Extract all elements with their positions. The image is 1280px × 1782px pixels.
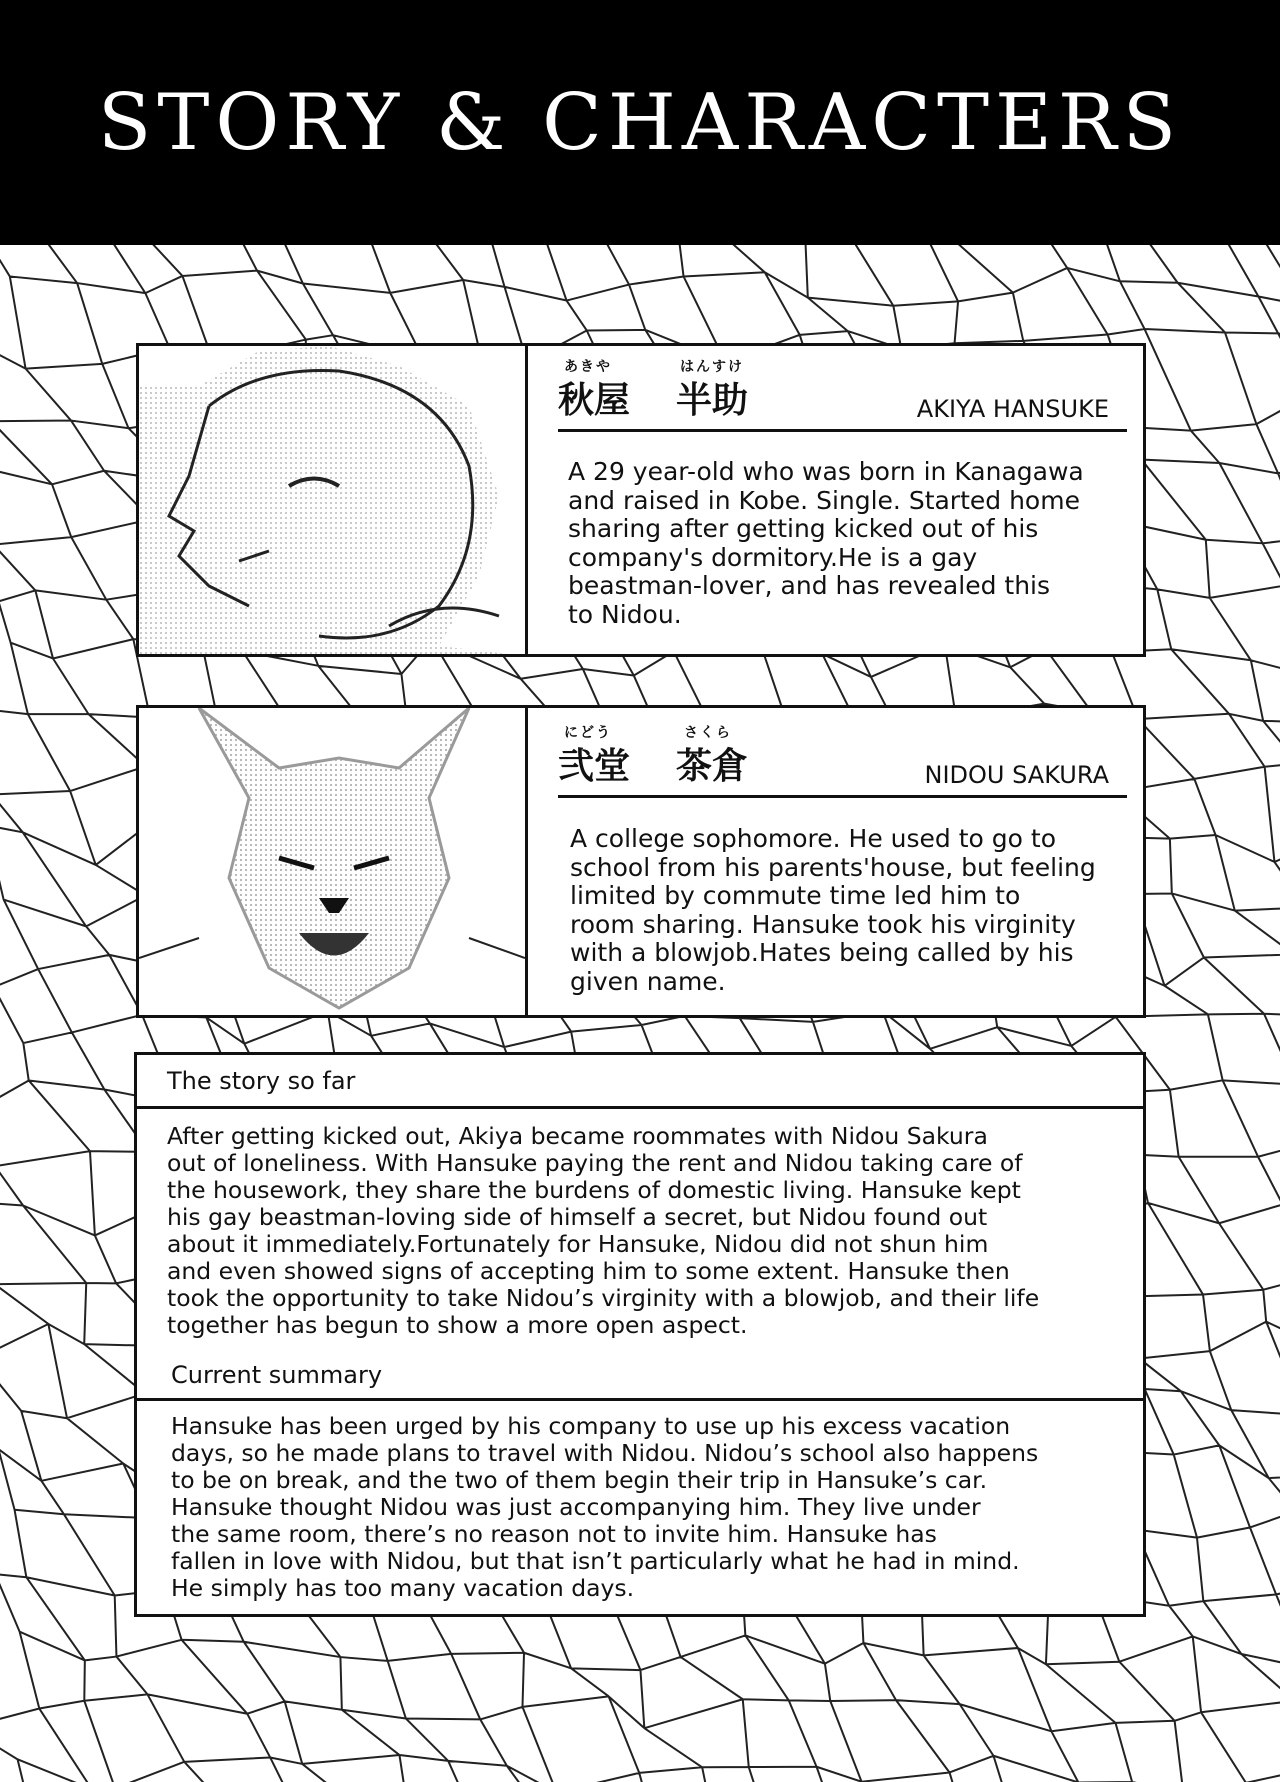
summary-line: He simply has too many vacation days.	[171, 1574, 635, 1602]
character-romaji: AKIYA HANSUKE	[916, 395, 1109, 423]
summary-text	[171, 1413, 1038, 1602]
given-name-kanji: 半助	[676, 380, 749, 421]
description-line: to Nidou.	[568, 599, 682, 629]
summary-line: to be on break, and the two of them begin their trip in Hansuke’s car.	[171, 1466, 988, 1494]
story-line: After getting kicked out, Akiya became roommates with Nidou Sakura	[167, 1122, 988, 1150]
description-line: and raised in Kobe. Single. Started home	[568, 485, 1080, 515]
story-line: his gay beastman-loving side of himself a secret, but Nidou found out	[167, 1203, 988, 1231]
surname-ruby: あきや	[564, 359, 612, 375]
surname-ruby: にどう	[564, 725, 612, 741]
description-line: limited by commute time led him to	[570, 881, 1021, 910]
description-line: A 29 year-old who was born in Kanagawa	[568, 457, 1084, 486]
character-name-row	[558, 359, 1127, 432]
description-line: beastman-lover, and has revealed this	[568, 571, 1051, 600]
story-line: about it immediately.Fortunately for Hansuke, Nidou did not shun him	[167, 1230, 989, 1258]
story-line: and even showed signs of accepting him to some extent. Hansuke then	[167, 1257, 1010, 1285]
character-description	[568, 458, 1129, 629]
description-line: A college sophomore. He used to go to	[570, 824, 1056, 853]
summary-line: Hansuke has been urged by his company to use up his excess vacation	[171, 1412, 1011, 1440]
given-name-ruby: はんすけ	[680, 359, 744, 375]
description-line: school from his parents'house, but feeling	[570, 852, 1096, 882]
story-line: together has begun to show a more open aspect.	[167, 1311, 748, 1339]
description-line: company's dormitory.He is a gay	[568, 542, 978, 572]
surname-kanji: 秋屋	[558, 380, 631, 421]
surname-kanji: 弐堂	[558, 746, 631, 787]
character-card-akiya	[136, 343, 1146, 657]
story-box	[134, 1052, 1146, 1617]
summary-line: days, so he made plans to travel with Nidou. Nidou’s school also happens	[171, 1439, 1039, 1467]
description-line: given name.	[570, 966, 726, 996]
given-name-kanji: 茶倉	[676, 746, 749, 787]
story-heading: The story so far	[167, 1067, 356, 1095]
character-description	[570, 825, 1129, 996]
description-line: sharing after getting kicked out of his	[568, 514, 1039, 543]
title-banner	[0, 0, 1280, 245]
character-info	[528, 346, 1143, 654]
description-line: with a blowjob.Hates being called by his	[570, 938, 1074, 967]
portrait-akiya-hansuke	[139, 346, 528, 654]
summary-line: the same room, there’s no reason not to invite him. Hansuke has	[171, 1520, 937, 1548]
given-name-ruby: さくら	[684, 725, 732, 741]
character-name-row	[558, 725, 1127, 798]
page-title: STORY & CHARACTERS	[97, 77, 1183, 168]
story-text	[167, 1123, 1039, 1339]
story-line: took the opportunity to take Nidou’s virginity with a blowjob, and their life	[167, 1284, 1040, 1312]
story-line: out of loneliness. With Hansuke paying the rent and Nidou taking care of	[167, 1149, 1023, 1177]
story-line: the housework, they share the burdens of domestic living. Hansuke kept	[167, 1176, 1021, 1204]
character-card-nidou	[136, 705, 1146, 1018]
summary-line: Hansuke thought Nidou was just accompanying him. They live under	[171, 1493, 981, 1521]
summary-heading: Current summary	[171, 1361, 383, 1389]
character-info	[528, 708, 1143, 1015]
character-romaji: NIDOU SAKURA	[924, 761, 1109, 789]
divider	[137, 1398, 1143, 1401]
portrait-nidou-sakura	[139, 708, 528, 1015]
summary-line: fallen in love with Nidou, but that isn’t particularly what he had in mind.	[171, 1547, 1020, 1575]
divider	[137, 1106, 1143, 1109]
description-line: room sharing. Hansuke took his virginity	[570, 909, 1076, 939]
